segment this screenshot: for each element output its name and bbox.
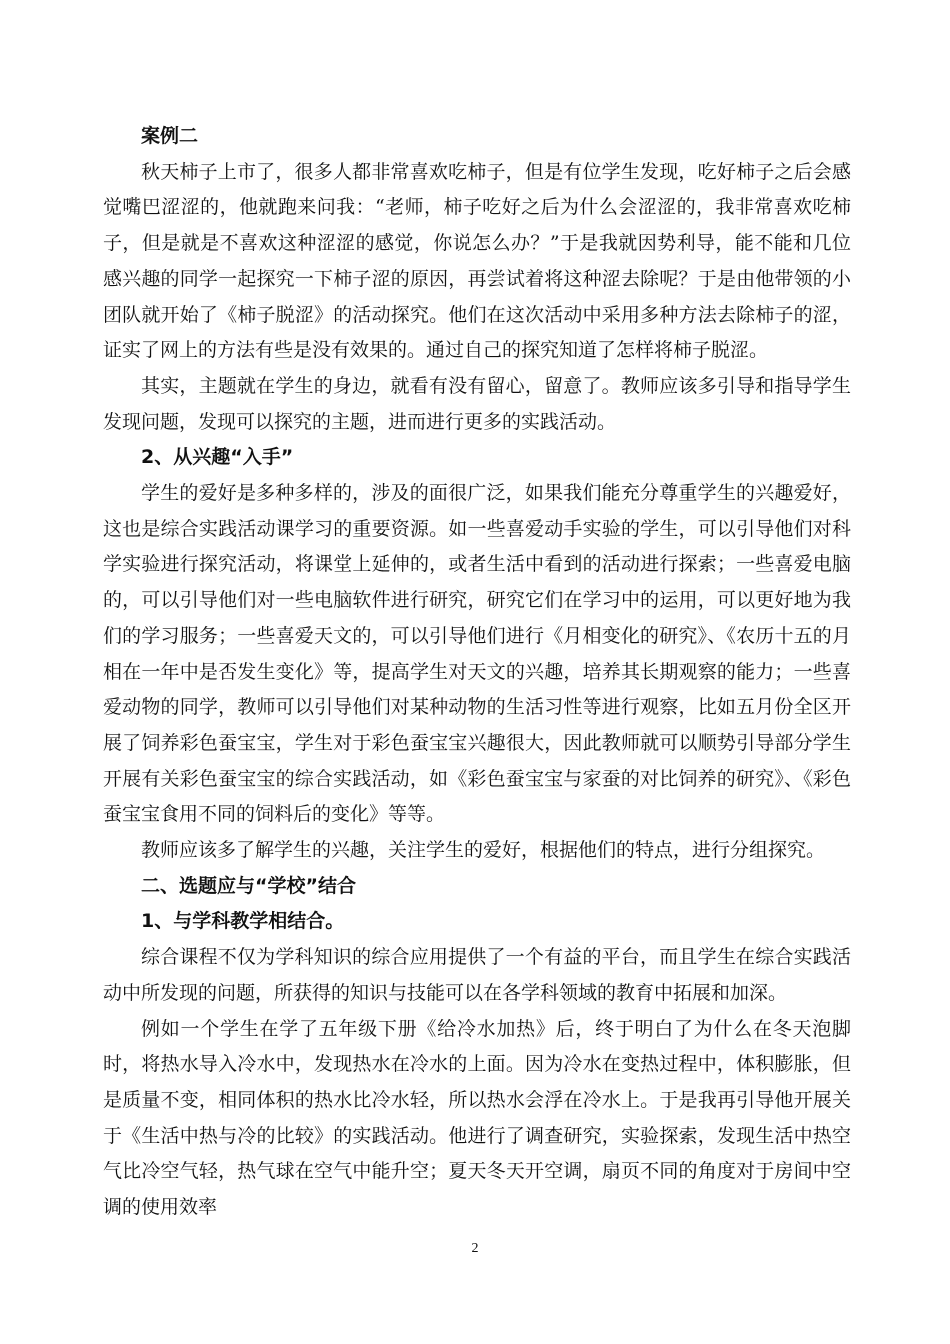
- document-body: [103, 119, 851, 1226]
- paragraph-interest-conclusion: 教师应该多了解学生的兴趣，关注学生的爱好，根据他们的特点，进行分组探究。: [141, 839, 826, 862]
- heading-case-two: 案例二: [141, 125, 199, 147]
- paragraph-theme: 其实，主题就在学生的身边，就看有没有留心，留意了。教师应该多引导和指导学生发现问题，发现可以探究的主题，进而进行更多的实践活动。: [103, 374, 851, 433]
- paragraph-persimmon-case: 秋天柿子上市了，很多人都非常喜欢吃柿子，但是有位学生发现，吃好柿子之后会感觉嘴巴涩涩的，他就跑来问我：“老师，柿子吃好之后为什么会涩涩的，我非常喜欢吃柿子，但是就是不喜欢这种涩涩的感觉，你说怎么办？”于是我就因势利导，能不能和几位感兴趣的同学一起探究一下柿子涩的原因，再尝试着将这种涩去除呢？于是由他带领的小团队就开始了《柿子脱涩》的活动探究。他们在这次活动中采用多种方法去除柿子的涩，证实了网上的方法有些是没有效果的。通过自己的探究知道了怎样将柿子脱涩。: [103, 160, 851, 362]
- paragraph-interest: 学生的爱好是多种多样的，涉及的面很广泛，如果我们能充分尊重学生的兴趣爱好，这也是综合实践活动课学习的重要资源。如一些喜爱动手实验的学生，可以引导他们对科学实验进行探究活动，将课堂上延伸的，或者生活中看到的活动进行探索；一些喜爱电脑的，可以引导他们对一些电脑软件进行研究，研究它们在学习中的运用，可以更好地为我们的学习服务；一些喜爱天文的，可以引导他们进行《月相变化的研究》、《农历十五的月相在一年中是否发生变化》等，提高学生对天文的兴趣，培养其长期观察的能力；一些喜爱动物的同学，教师可以引导他们对某种动物的生活习性等进行观察，比如五月份全区开展了饲养彩色蚕宝宝，学生对于彩色蚕宝宝兴趣很大，因此教师就可以顺势引导部分学生开展有关彩色蚕宝宝的综合实践活动，如《彩色蚕宝宝与家蚕的对比饲养的研究》、《彩色蚕宝宝食用不同的饲料后的变化》等等。: [103, 482, 851, 826]
- page-number: 2: [471, 1241, 479, 1256]
- paragraph-subject: 综合课程不仅为学科知识的综合应用提供了一个有益的平台，而且学生在综合实践活动中所发现的问题，所获得的知识与技能可以在各学科领域的教育中拓展和加深。: [103, 946, 851, 1004]
- heading-combine-school: 二、选题应与“学校”结合: [141, 874, 356, 897]
- heading-from-interest: 2、从兴趣“入手”: [141, 446, 294, 469]
- paragraph-example: 例如一个学生在学了五年级下册《给冷水加热》后，终于明白了为什么在冬天泡脚时，将热水导入冷水中，发现热水在冷水的上面。因为冷水在变热过程中，体积膨胀，但是质量不变，相同体积的热水比冷水轻，所以热水会浮在冷水上。于是我再引导他开展关于《生活中热与冷的比较》的实践活动。他进行了调查研究，实验探索，发现生活中热空气比冷空气轻，热气球在空气中能升空；夏天冬天开空调，扇页不同的角度对于房间中空调的使用效率: [103, 1017, 851, 1219]
- heading-combine-subject: 1、与学科教学相结合。: [141, 910, 345, 933]
